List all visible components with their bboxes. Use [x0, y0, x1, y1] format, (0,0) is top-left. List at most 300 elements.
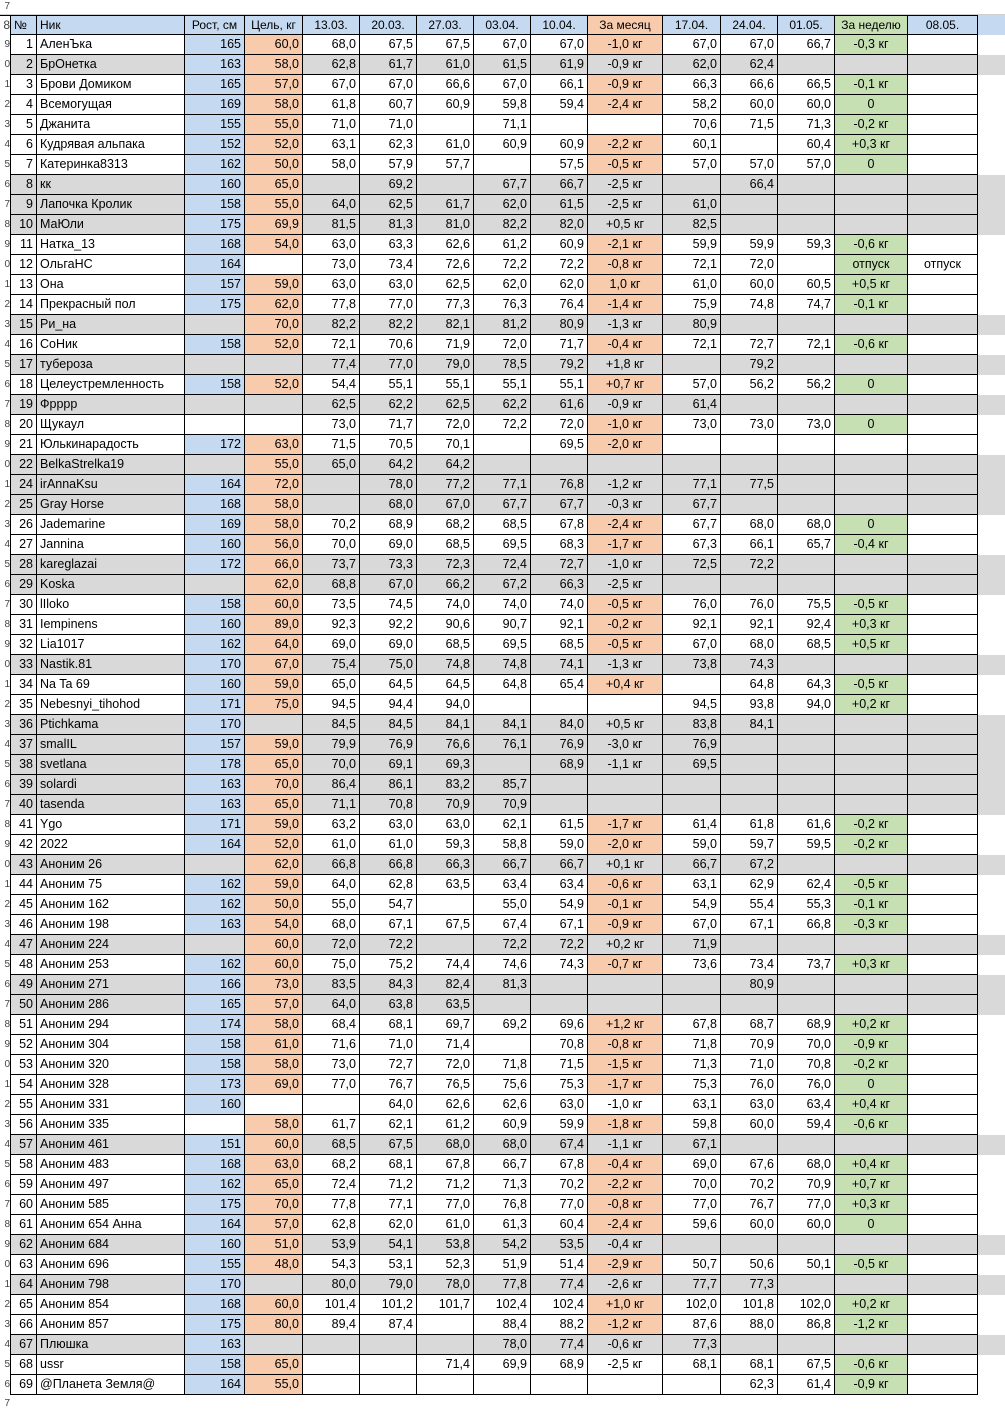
cell-week-change[interactable] [835, 435, 908, 455]
cell-month-change[interactable]: -1,0 кг [588, 415, 663, 435]
cell-weight[interactable]: 70,9 [778, 1175, 835, 1195]
cell-weight[interactable]: 68,5 [531, 635, 588, 655]
cell-weight[interactable]: 55,1 [474, 375, 531, 395]
cell-weight[interactable] [721, 575, 778, 595]
cell-weight[interactable]: отпуск [908, 255, 978, 275]
cell-weight[interactable]: 63,8 [360, 995, 417, 1015]
cell-week-change[interactable]: -0,5 кг [835, 675, 908, 695]
cell-weight[interactable]: 66,7 [474, 1155, 531, 1175]
cell-weight[interactable]: 63,0 [531, 1095, 588, 1115]
cell-weight[interactable] [417, 1335, 474, 1355]
cell-goal[interactable] [245, 715, 303, 735]
cell-goal[interactable]: 65,0 [245, 1355, 303, 1375]
cell-number[interactable]: 19 [10, 395, 37, 415]
cell-weight[interactable] [721, 795, 778, 815]
cell-weight[interactable]: 69,1 [360, 755, 417, 775]
cell-weight[interactable] [303, 1095, 360, 1115]
cell-number[interactable]: 53 [10, 1055, 37, 1075]
cell-nick[interactable]: Аноним 331 [37, 1095, 185, 1115]
cell-weight[interactable] [721, 735, 778, 755]
cell-height[interactable]: 157 [185, 275, 245, 295]
cell-weight[interactable]: 67,5 [417, 35, 474, 55]
cell-number[interactable]: 28 [10, 555, 37, 575]
row-header[interactable]: 1 [4, 1079, 10, 1090]
cell-weight[interactable]: 70,1 [417, 435, 474, 455]
cell-number[interactable]: 41 [10, 815, 37, 835]
cell-week-change[interactable] [835, 715, 908, 735]
cell-week-change[interactable]: -0,4 кг [835, 535, 908, 555]
cell-weight[interactable] [778, 195, 835, 215]
cell-goal[interactable]: 52,0 [245, 335, 303, 355]
cell-weight[interactable]: 74,6 [474, 955, 531, 975]
cell-nick[interactable]: Прекрасный пол [37, 295, 185, 315]
cell-weight[interactable]: 82,4 [417, 975, 474, 995]
cell-weight[interactable]: 72,0 [303, 935, 360, 955]
col-header-number[interactable]: № [10, 15, 37, 35]
cell-number[interactable]: 4 [10, 95, 37, 115]
cell-weight[interactable]: 68,8 [303, 575, 360, 595]
cell-weight[interactable]: 67,1 [531, 915, 588, 935]
cell-weight[interactable]: 72,2 [474, 415, 531, 435]
cell-height[interactable]: 172 [185, 435, 245, 455]
cell-weight[interactable]: 74,3 [531, 955, 588, 975]
cell-nick[interactable]: Аноним 253 [37, 955, 185, 975]
cell-weight[interactable] [908, 355, 978, 375]
cell-week-change[interactable] [835, 735, 908, 755]
cell-goal[interactable]: 89,0 [245, 615, 303, 635]
cell-weight[interactable] [778, 395, 835, 415]
cell-weight[interactable] [778, 355, 835, 375]
row-header[interactable]: 6 [0, 775, 10, 795]
cell-nick[interactable]: lIloko [37, 595, 185, 615]
cell-weight[interactable]: 63,0 [360, 275, 417, 295]
cell-week-change[interactable]: 0 [835, 515, 908, 535]
cell-weight[interactable]: 94,5 [303, 695, 360, 715]
cell-weight[interactable] [908, 195, 978, 215]
cell-weight[interactable]: 102,4 [474, 1295, 531, 1315]
cell-month-change[interactable]: -2,5 кг [588, 1355, 663, 1375]
cell-nick[interactable]: Koska [37, 575, 185, 595]
cell-weight[interactable]: 79,0 [417, 355, 474, 375]
cell-height[interactable]: 171 [185, 695, 245, 715]
cell-nick[interactable]: Nebesnyi_tihohod [37, 695, 185, 715]
cell-month-change[interactable]: -2,2 кг [588, 1175, 663, 1195]
cell-weight[interactable]: 67,2 [474, 575, 531, 595]
cell-weight[interactable]: 54,9 [663, 895, 721, 915]
row-header[interactable]: 7 [0, 995, 10, 1015]
cell-weight[interactable]: 74,8 [721, 295, 778, 315]
cell-number[interactable]: 44 [10, 875, 37, 895]
cell-weight[interactable]: 72,1 [303, 335, 360, 355]
cell-month-change[interactable]: -0,9 кг [588, 55, 663, 75]
cell-number[interactable]: 24 [10, 475, 37, 495]
cell-weight[interactable]: 69,5 [474, 535, 531, 555]
row-header[interactable]: 6 [0, 975, 10, 995]
cell-weight[interactable] [778, 1335, 835, 1355]
cell-weight[interactable] [778, 315, 835, 335]
cell-nick[interactable]: Аноним 304 [37, 1035, 185, 1055]
cell-weight[interactable]: 68,7 [721, 1015, 778, 1035]
cell-weight[interactable]: 94,4 [360, 695, 417, 715]
cell-weight[interactable]: 71,9 [417, 335, 474, 355]
row-header[interactable]: 3 [0, 715, 10, 735]
cell-nick[interactable]: Na Ta 69 [37, 675, 185, 695]
cell-height[interactable] [185, 855, 245, 875]
cell-weight[interactable] [908, 695, 978, 715]
cell-weight[interactable]: 76,8 [474, 1195, 531, 1215]
cell-number[interactable]: 43 [10, 855, 37, 875]
cell-weight[interactable]: 77,0 [303, 1075, 360, 1095]
cell-nick[interactable]: Джанита [37, 115, 185, 135]
cell-week-change[interactable] [835, 475, 908, 495]
cell-goal[interactable]: 58,0 [245, 95, 303, 115]
cell-month-change[interactable]: -1,7 кг [588, 1075, 663, 1095]
cell-week-change[interactable]: +0,3 кг [835, 1195, 908, 1215]
cell-weight[interactable]: 55,1 [360, 375, 417, 395]
row-header[interactable]: 3 [4, 919, 10, 930]
cell-weight[interactable]: 102,4 [531, 1295, 588, 1315]
cell-weight[interactable] [721, 215, 778, 235]
cell-weight[interactable]: 66,8 [360, 855, 417, 875]
cell-month-change[interactable]: -1,7 кг [588, 815, 663, 835]
cell-goal[interactable]: 56,0 [245, 535, 303, 555]
cell-weight[interactable]: 82,5 [663, 215, 721, 235]
cell-nick[interactable]: Iempinens [37, 615, 185, 635]
cell-number[interactable]: 52 [10, 1035, 37, 1055]
row-header[interactable]: 2 [4, 1099, 10, 1110]
cell-weight[interactable]: 77,4 [531, 1335, 588, 1355]
cell-number[interactable]: 5 [10, 115, 37, 135]
cell-weight[interactable]: 60,5 [778, 275, 835, 295]
cell-height[interactable]: 160 [185, 675, 245, 695]
cell-weight[interactable]: 65,4 [531, 675, 588, 695]
cell-weight[interactable]: 57,0 [663, 155, 721, 175]
cell-month-change[interactable]: -1,0 кг [588, 555, 663, 575]
cell-weight[interactable]: 101,2 [360, 1295, 417, 1315]
cell-weight[interactable] [663, 795, 721, 815]
cell-weight[interactable]: 73,0 [721, 415, 778, 435]
cell-weight[interactable] [778, 1135, 835, 1155]
cell-number[interactable]: 63 [10, 1255, 37, 1275]
cell-height[interactable]: 175 [185, 215, 245, 235]
cell-height[interactable]: 163 [185, 775, 245, 795]
cell-week-change[interactable]: -0,6 кг [835, 235, 908, 255]
cell-weight[interactable]: 62,8 [303, 55, 360, 75]
cell-goal[interactable]: 52,0 [245, 835, 303, 855]
cell-nick[interactable]: СоНик [37, 335, 185, 355]
cell-weight[interactable]: 90,6 [417, 615, 474, 635]
cell-month-change[interactable]: +1,8 кг [588, 355, 663, 375]
cell-weight[interactable]: 71,0 [360, 115, 417, 135]
cell-weight[interactable]: 63,5 [417, 875, 474, 895]
cell-weight[interactable]: 71,0 [360, 1035, 417, 1055]
cell-height[interactable]: 158 [185, 195, 245, 215]
cell-height[interactable]: 170 [185, 655, 245, 675]
cell-weight[interactable]: 56,2 [778, 375, 835, 395]
cell-weight[interactable]: 68,0 [721, 515, 778, 535]
cell-weight[interactable]: 62,3 [360, 135, 417, 155]
cell-height[interactable] [185, 395, 245, 415]
cell-weight[interactable]: 69,2 [360, 175, 417, 195]
cell-weight[interactable] [908, 735, 978, 755]
cell-height[interactable]: 175 [185, 295, 245, 315]
cell-month-change[interactable] [588, 1375, 663, 1395]
cell-height[interactable]: 151 [185, 1135, 245, 1155]
cell-weight[interactable]: 73,6 [663, 955, 721, 975]
cell-nick[interactable]: Лапочка Кролик [37, 195, 185, 215]
cell-weight[interactable]: 61,4 [778, 1375, 835, 1395]
row-header[interactable]: 7 [0, 795, 10, 815]
cell-weight[interactable]: 66,1 [721, 535, 778, 555]
cell-weight[interactable]: 73,4 [360, 255, 417, 275]
cell-weight[interactable] [531, 1375, 588, 1395]
row-header[interactable]: 2 [4, 99, 10, 110]
cell-weight[interactable]: 72,0 [417, 415, 474, 435]
cell-weight[interactable]: 74,5 [360, 595, 417, 615]
cell-height[interactable] [185, 355, 245, 375]
cell-weight[interactable]: 64,0 [303, 875, 360, 895]
cell-weight[interactable]: 72,0 [474, 335, 531, 355]
cell-weight[interactable]: 101,8 [721, 1295, 778, 1315]
cell-weight[interactable]: 77,3 [721, 1275, 778, 1295]
cell-nick[interactable]: smalIL [37, 735, 185, 755]
row-header[interactable]: 9 [4, 839, 10, 850]
cell-weight[interactable]: 66,3 [663, 75, 721, 95]
cell-goal[interactable] [245, 415, 303, 435]
cell-number[interactable]: 10 [10, 215, 37, 235]
cell-month-change[interactable] [588, 455, 663, 475]
cell-weight[interactable]: 60,0 [778, 1215, 835, 1235]
col-header-goal[interactable]: Цель, кг [245, 15, 303, 35]
cell-height[interactable]: 165 [185, 995, 245, 1015]
cell-weight[interactable]: 83,5 [303, 975, 360, 995]
cell-weight[interactable]: 70,5 [360, 435, 417, 455]
cell-weight[interactable]: 63,3 [360, 235, 417, 255]
cell-goal[interactable]: 54,0 [245, 915, 303, 935]
cell-weight[interactable]: 67,0 [303, 75, 360, 95]
cell-weight[interactable]: 73,5 [303, 595, 360, 615]
cell-weight[interactable] [908, 375, 978, 395]
cell-weight[interactable] [778, 175, 835, 195]
cell-goal[interactable]: 75,0 [245, 695, 303, 715]
cell-weight[interactable] [417, 115, 474, 135]
cell-weight[interactable]: 101,7 [417, 1295, 474, 1315]
cell-weight[interactable]: 77,0 [360, 355, 417, 375]
cell-weight[interactable]: 74,8 [417, 655, 474, 675]
cell-weight[interactable]: 66,8 [778, 915, 835, 935]
row-header[interactable]: 7 [4, 1, 10, 12]
cell-goal[interactable]: 60,0 [245, 1135, 303, 1155]
cell-weight[interactable] [778, 795, 835, 815]
cell-weight[interactable]: 67,7 [663, 515, 721, 535]
cell-weight[interactable]: 77,5 [721, 475, 778, 495]
cell-height[interactable]: 164 [185, 835, 245, 855]
cell-weight[interactable]: 59,0 [663, 835, 721, 855]
row-header[interactable]: 9 [4, 1039, 10, 1050]
cell-height[interactable]: 164 [185, 255, 245, 275]
cell-week-change[interactable] [835, 55, 908, 75]
cell-weight[interactable]: 55,1 [417, 375, 474, 395]
cell-weight[interactable] [908, 75, 978, 95]
cell-goal[interactable]: 72,0 [245, 475, 303, 495]
cell-weight[interactable]: 76,4 [531, 295, 588, 315]
cell-weight[interactable]: 71,8 [663, 1035, 721, 1055]
cell-weight[interactable]: 61,2 [474, 235, 531, 255]
cell-weight[interactable]: 72,1 [663, 255, 721, 275]
cell-weight[interactable]: 68,9 [531, 755, 588, 775]
cell-weight[interactable] [908, 955, 978, 975]
cell-goal[interactable] [245, 1335, 303, 1355]
cell-weight[interactable]: 61,3 [474, 1215, 531, 1235]
cell-weight[interactable]: 72,2 [474, 255, 531, 275]
cell-weight[interactable]: 71,2 [360, 1175, 417, 1195]
cell-weight[interactable]: 86,4 [303, 775, 360, 795]
cell-number[interactable]: 21 [10, 435, 37, 455]
cell-week-change[interactable]: -0,2 кг [835, 115, 908, 135]
cell-weight[interactable]: 70,8 [778, 1055, 835, 1075]
cell-weight[interactable]: 62,8 [360, 875, 417, 895]
cell-week-change[interactable]: +0,3 кг [835, 615, 908, 635]
cell-weight[interactable]: 72,2 [474, 935, 531, 955]
cell-goal[interactable]: 59,0 [245, 275, 303, 295]
cell-nick[interactable]: Аноним 271 [37, 975, 185, 995]
cell-weight[interactable] [908, 35, 978, 55]
col-header-date[interactable]: 24.04. [721, 15, 778, 35]
cell-weight[interactable]: 72,0 [417, 1055, 474, 1075]
cell-weight[interactable]: 80,9 [721, 975, 778, 995]
cell-weight[interactable] [778, 995, 835, 1015]
cell-number[interactable]: 36 [10, 715, 37, 735]
cell-height[interactable]: 175 [185, 1315, 245, 1335]
cell-weight[interactable]: 59,9 [721, 235, 778, 255]
cell-month-change[interactable]: -0,4 кг [588, 1235, 663, 1255]
cell-nick[interactable]: tasenda [37, 795, 185, 815]
cell-number[interactable]: 69 [10, 1375, 37, 1395]
cell-weight[interactable]: 79,2 [721, 355, 778, 375]
cell-weight[interactable]: 76,9 [360, 735, 417, 755]
cell-weight[interactable]: 58,8 [474, 835, 531, 855]
cell-weight[interactable]: 73,7 [303, 555, 360, 575]
cell-week-change[interactable]: -0,2 кг [835, 815, 908, 835]
cell-goal[interactable]: 51,0 [245, 1235, 303, 1255]
cell-goal[interactable]: 58,0 [245, 495, 303, 515]
cell-height[interactable] [185, 455, 245, 475]
cell-goal[interactable]: 66,0 [245, 555, 303, 575]
cell-weight[interactable]: 64,0 [360, 1095, 417, 1115]
cell-weight[interactable]: 67,7 [474, 495, 531, 515]
row-header[interactable]: 8 [4, 619, 10, 630]
cell-weight[interactable]: 101,4 [303, 1295, 360, 1315]
cell-number[interactable]: 12 [10, 255, 37, 275]
cell-number[interactable]: 32 [10, 635, 37, 655]
cell-month-change[interactable]: -0,9 кг [588, 75, 663, 95]
cell-weight[interactable]: 70,8 [531, 1035, 588, 1055]
cell-number[interactable]: 20 [10, 415, 37, 435]
cell-weight[interactable] [778, 975, 835, 995]
cell-weight[interactable] [908, 95, 978, 115]
cell-weight[interactable] [908, 1075, 978, 1095]
cell-height[interactable]: 163 [185, 1335, 245, 1355]
cell-height[interactable] [185, 575, 245, 595]
cell-nick[interactable]: Аноним 585 [37, 1195, 185, 1215]
cell-goal[interactable]: 65,0 [245, 755, 303, 775]
row-header[interactable]: 0 [0, 855, 10, 875]
cell-month-change[interactable]: +0,5 кг [588, 215, 663, 235]
cell-weight[interactable]: 68,1 [360, 1015, 417, 1035]
cell-weight[interactable]: 65,7 [778, 535, 835, 555]
cell-weight[interactable]: 59,9 [663, 235, 721, 255]
cell-nick[interactable]: Аноним 654 Анна [37, 1215, 185, 1235]
cell-weight[interactable]: 76,6 [417, 735, 474, 755]
cell-month-change[interactable] [588, 975, 663, 995]
cell-weight[interactable]: 84,5 [360, 715, 417, 735]
cell-weight[interactable] [417, 895, 474, 915]
cell-number[interactable]: 64 [10, 1275, 37, 1295]
cell-weight[interactable] [360, 1355, 417, 1375]
cell-weight[interactable]: 61,0 [417, 55, 474, 75]
cell-weight[interactable]: 70,2 [531, 1175, 588, 1195]
cell-week-change[interactable]: -0,5 кг [835, 875, 908, 895]
cell-month-change[interactable]: -0,4 кг [588, 1155, 663, 1175]
cell-week-change[interactable]: +0,4 кг [835, 1155, 908, 1175]
cell-weight[interactable] [908, 975, 978, 995]
cell-weight[interactable] [908, 175, 978, 195]
cell-number[interactable]: 33 [10, 655, 37, 675]
cell-nick[interactable]: Аноним 328 [37, 1075, 185, 1095]
cell-week-change[interactable] [835, 195, 908, 215]
col-header-date[interactable]: 08.05. [908, 15, 978, 35]
cell-weight[interactable]: 70,9 [474, 795, 531, 815]
row-header[interactable]: 9 [4, 639, 10, 650]
cell-month-change[interactable]: -2,0 кг [588, 435, 663, 455]
cell-height[interactable]: 162 [185, 635, 245, 655]
cell-weight[interactable] [908, 1295, 978, 1315]
cell-weight[interactable] [721, 755, 778, 775]
cell-goal[interactable]: 70,0 [245, 775, 303, 795]
cell-weight[interactable]: 70,8 [360, 795, 417, 815]
cell-nick[interactable]: Аноним 798 [37, 1275, 185, 1295]
cell-nick[interactable]: Она [37, 275, 185, 295]
cell-weight[interactable]: 69,0 [360, 635, 417, 655]
cell-goal[interactable]: 59,0 [245, 815, 303, 835]
cell-number[interactable]: 11 [10, 235, 37, 255]
cell-month-change[interactable]: -1,8 кг [588, 1115, 663, 1135]
cell-week-change[interactable]: -0,6 кг [835, 1355, 908, 1375]
cell-weight[interactable]: 68,4 [303, 1015, 360, 1035]
cell-month-change[interactable]: -2,9 кг [588, 1255, 663, 1275]
cell-weight[interactable] [663, 355, 721, 375]
cell-nick[interactable]: Аноним 684 [37, 1235, 185, 1255]
row-header[interactable]: 0 [0, 655, 10, 675]
cell-weight[interactable]: 67,4 [531, 1135, 588, 1155]
cell-weight[interactable]: 61,0 [417, 135, 474, 155]
cell-goal[interactable]: 48,0 [245, 1255, 303, 1275]
cell-month-change[interactable]: -1,7 кг [588, 535, 663, 555]
cell-weight[interactable] [474, 755, 531, 775]
cell-weight[interactable]: 60,9 [417, 95, 474, 115]
cell-weight[interactable]: 72,0 [531, 415, 588, 435]
cell-number[interactable]: 17 [10, 355, 37, 375]
cell-weight[interactable]: 78,0 [417, 1275, 474, 1295]
cell-number[interactable]: 68 [10, 1355, 37, 1375]
cell-week-change[interactable]: +0,2 кг [835, 1015, 908, 1035]
cell-goal[interactable]: 58,0 [245, 1055, 303, 1075]
cell-weight[interactable] [908, 595, 978, 615]
cell-weight[interactable]: 63,1 [303, 135, 360, 155]
cell-weight[interactable]: 62,5 [360, 195, 417, 215]
cell-weight[interactable]: 84,1 [417, 715, 474, 735]
cell-weight[interactable]: 68,3 [531, 535, 588, 555]
